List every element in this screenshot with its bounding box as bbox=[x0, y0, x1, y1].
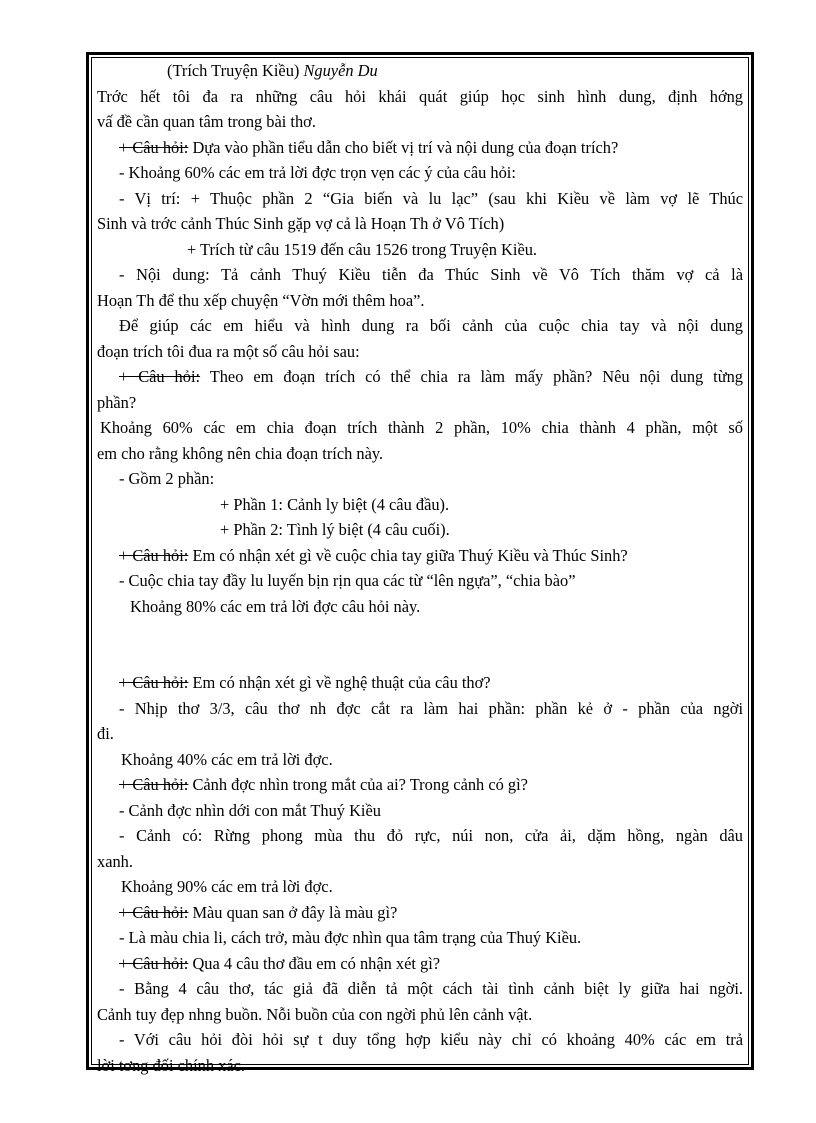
blank-space bbox=[97, 619, 743, 670]
excerpt-author: Nguyễn Du bbox=[303, 61, 378, 80]
intro-line: Trớc hết tôi đa ra những câu hỏi khái quát giúp học sinh hình dung, định hớng bbox=[97, 86, 743, 106]
answer-line: đi. bbox=[97, 724, 114, 743]
question-3 bbox=[97, 543, 743, 569]
document-body bbox=[97, 58, 743, 1078]
question-4 bbox=[97, 670, 743, 696]
answer-line: - Khoảng 60% các em trả lời đợc trọn vẹn các ý của câu hỏi: bbox=[119, 163, 516, 182]
question-7 bbox=[97, 951, 743, 977]
answer-line: Cảnh tuy đẹp nhng buồn. Nỗi buồn của con ngời phủ lên cảnh vật. bbox=[97, 1004, 533, 1024]
question-text-cont: phần? bbox=[97, 392, 137, 412]
excerpt-heading bbox=[97, 58, 743, 84]
question-text: Em có nhận xét gì về nghệ thuật của câu thơ? bbox=[188, 673, 491, 692]
answer-line: - Cảnh đợc nhìn dới con mắt Thuý Kiều bbox=[119, 800, 381, 820]
answer-line: - Nhịp thơ 3/3, câu thơ nh đợc cắt ra làm hai phần: phần kẻ ở - phần của ngời bbox=[119, 698, 743, 718]
answer-line: - Là màu chia li, cách trở, màu đợc nhìn qua tâm trạng của Thuý Kiều. bbox=[119, 928, 582, 947]
answer-line: Khoảng 80% các em trả lời đợc câu hỏi này. bbox=[130, 596, 421, 616]
answer-line: Sinh và trớc cảnh Thúc Sinh gặp vợ cả là Hoạn Th ở Vô Tích) bbox=[97, 214, 505, 233]
part-item: + Phần 2: Tình lý biệt (4 câu cuối). bbox=[220, 520, 450, 539]
answer-line: - Vị trí: + Thuộc phần 2 “Gia biến và lu lạc” (sau khi Kiều về làm vợ lẽ Thúc bbox=[119, 188, 743, 208]
answer-line: - Nội dung: Tả cảnh Thuý Kiều tiễn đa Thúc Sinh về Vô Tích thăm vợ cả là bbox=[119, 265, 743, 284]
answer-line: lời tơng đối chính xác. bbox=[97, 1055, 245, 1075]
excerpt-source: (Trích Truyện Kiều) bbox=[167, 61, 300, 80]
question-text: Màu quan san ở đây là màu gì? bbox=[188, 902, 398, 922]
answer-line: + Trích từ câu 1519 đến câu 1526 trong Truyện Kiều. bbox=[187, 239, 538, 259]
part-item: + Phần 1: Cảnh ly biệt (4 câu đầu). bbox=[220, 494, 450, 514]
question-label: + Câu hỏi: bbox=[119, 673, 189, 692]
answer-line: Khoảng 40% các em trả lời đợc. bbox=[121, 749, 333, 769]
question-label: + Câu hỏi: bbox=[119, 367, 201, 386]
question-5 bbox=[97, 772, 743, 798]
answer-line: - Cuộc chia tay đầy lu luyến bịn rịn qua các từ “lên ngựa”, “chia bào” bbox=[119, 571, 576, 590]
question-label: + Câu hỏi: bbox=[119, 137, 189, 157]
answer-line: Hoạn Th để thu xếp chuyện “Vờn mới thêm hoa”. bbox=[97, 290, 425, 310]
answer-line: Khoảng 60% các em chia đoạn trích thành 2 phần, 10% chia thành 4 phần, một số bbox=[100, 418, 743, 437]
question-text: Em có nhận xét gì về cuộc chia tay giữa Thuý Kiều và Thúc Sinh? bbox=[188, 545, 628, 565]
question-text: Theo em đoạn trích có thể chia ra làm mấy phần? Nêu nội dung từng bbox=[200, 367, 743, 386]
answer-line: - Cảnh có: Rừng phong mùa thu đỏ rực, núi non, cửa ải, dặm hồng, ngàn dâu bbox=[119, 826, 743, 845]
answer-line: em cho rằng không nên chia đoạn trích này. bbox=[97, 443, 384, 463]
question-label: + Câu hỏi: bbox=[119, 902, 189, 922]
question-2 bbox=[97, 364, 743, 390]
answer-line: - Gồm 2 phần: bbox=[119, 469, 215, 488]
question-label: + Câu hỏi: bbox=[119, 545, 189, 565]
question-6 bbox=[97, 900, 743, 926]
question-1 bbox=[97, 135, 743, 161]
answer-line: xanh. bbox=[97, 851, 133, 871]
intro-line: vấ đề cần quan tâm trong bài thơ. bbox=[97, 112, 316, 131]
answer-line: - Bằng 4 câu thơ, tác giả đã diễn tả một cách tài tình cảnh biệt ly giữa hai ngời. bbox=[119, 979, 743, 998]
answer-line: - Với câu hỏi đòi hỏi sự t duy tổng hợp kiểu này chỉ có khoảng 40% các em trả bbox=[119, 1030, 743, 1049]
question-label: + Câu hỏi: bbox=[119, 953, 189, 973]
question-text: Dựa vào phần tiểu dẫn cho biết vị trí và nội dung của đoạn trích? bbox=[188, 137, 619, 157]
answer-line: Khoảng 90% các em trả lời đợc. bbox=[121, 877, 333, 896]
question-text: Cảnh đợc nhìn trong mắt của ai? Trong cảnh có gì? bbox=[188, 775, 528, 794]
paragraph-line: Để giúp các em hiểu và hình dung ra bối cảnh của cuộc chia tay và nội dung bbox=[119, 316, 743, 335]
paragraph-line: đoạn trích tôi đua ra một số câu hỏi sau: bbox=[97, 341, 360, 361]
question-text: Qua 4 câu thơ đầu em có nhận xét gì? bbox=[188, 953, 441, 973]
question-label: + Câu hỏi: bbox=[119, 775, 189, 794]
